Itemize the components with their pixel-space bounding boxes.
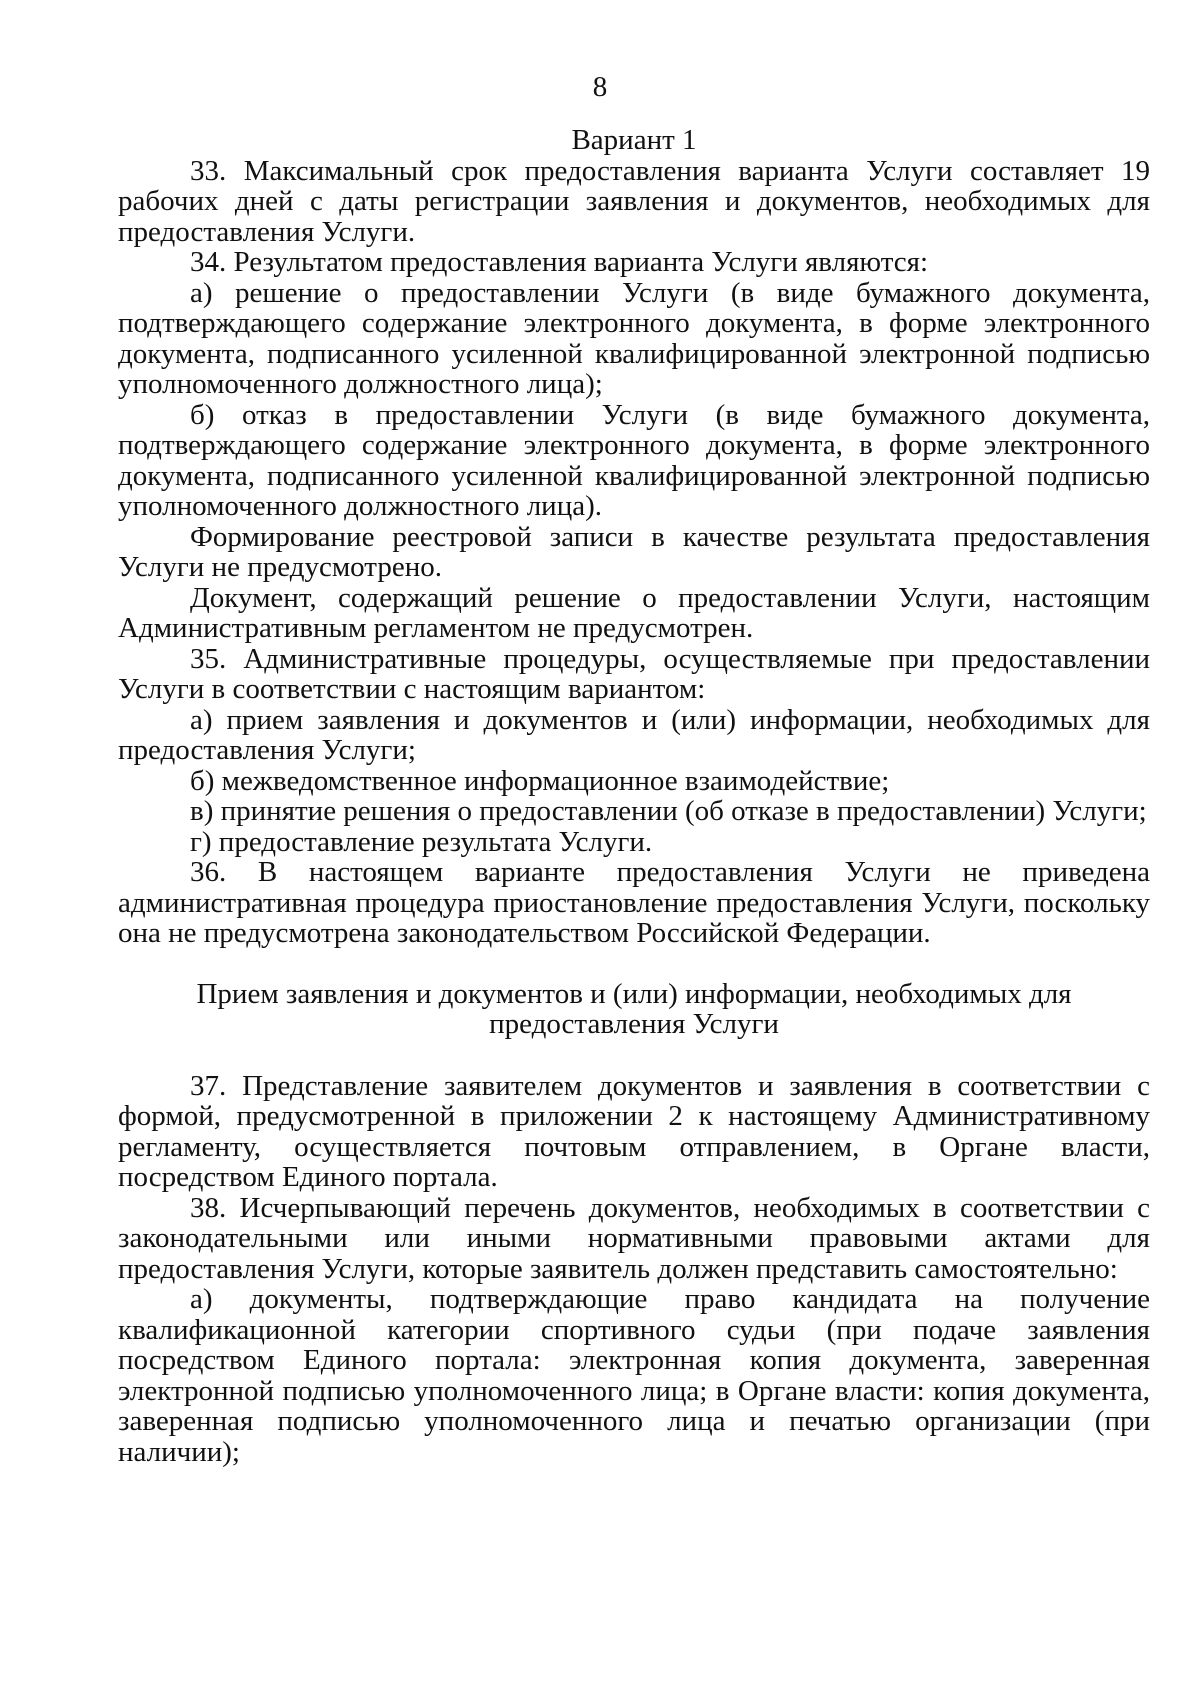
paragraph-35-b: б) межведомственное информационное взаимодействие; [190, 764, 890, 797]
paragraph-37: 37. Представление заявителем документов и заявления в соответствии с формой, предусмотренной в приложении 2 к настоящему Административному регламенту, осуществляется почтовым отправлением, в Органе власти, посредством Единого портала. [118, 1069, 1150, 1193]
paragraph-35: 35. Административные процедуры, осуществляемые при предоставлении Услуги в соответствии с настоящим вариантом: [118, 642, 1150, 705]
paragraph-34: 34. Результатом предоставления варианта Услуги являются: [190, 246, 928, 278]
paragraph-decision-document: Документ, содержащий решение о предоставлении Услуги, настоящим Административным регламентом не предусмотрен. [118, 581, 1150, 644]
paragraph-registry-record: Формирование реестровой записи в качестве результата предоставления Услуги не предусмотрено. [118, 520, 1150, 583]
page-number: 8 [592, 71, 608, 103]
paragraph-36: 36. В настоящем варианте предоставления Услуги не приведена административная процедура приостановление предоставления Услуги, поскольку она не предусмотрена законодательством Российской Федерации. [118, 856, 1150, 949]
paragraph-35-a: а) прием заявления и документов и (или) информации, необходимых для предоставления Услуги; [118, 703, 1150, 766]
paragraph-34-b: б) отказ в предоставлении Услуги (в виде бумажного документа, подтверждающего содержание электронного документа, в форме электронного документа, подписанного усиленной квалифицированной электронной подписью уполномоченного должностного лица). [118, 398, 1150, 522]
paragraph-33: 33. Максимальный срок предоставления варианта Услуги составляет 19 рабочих дней с даты регистрации заявления и документов, необходимых для предоставления Услуги. [118, 154, 1150, 248]
section-heading: Прием заявления и документов и (или) информации, необходимых для предоставления Услуги [196, 977, 1072, 1040]
document-body [118, 125, 1150, 1467]
paragraph-38: 38. Исчерпывающий перечень документов, необходимых в соответствии с законодательными или иными нормативными правовыми актами для предоставления Услуги, которые заявитель должен представить самостоятельно: [118, 1191, 1150, 1285]
paragraph-35-v: в) принятие решения о предоставлении (об отказе в предоставлении) Услуги; [190, 795, 1147, 827]
paragraph-35-g: г) предоставление результата Услуги. [190, 825, 653, 858]
paragraph-38-a: а) документы, подтверждающие право кандидата на получение квалификационной категории спортивного судьи (при подаче заявления посредством Единого портала: электронная копия документа, заверенная электронной подписью уполномоченного лица; в Органе власти: копия документа, заверенная подписью уполномоченного лица и печатью организации (при наличии); [118, 1283, 1150, 1468]
variant-heading: Вариант 1 [571, 124, 697, 156]
paragraph-34-a: а) решение о предоставлении Услуги (в виде бумажного документа, подтверждающего содержание электронного документа, в форме электронного документа, подписанного усиленной квалифицированной электронной подписью уполномоченного должностного лица); [118, 276, 1150, 400]
